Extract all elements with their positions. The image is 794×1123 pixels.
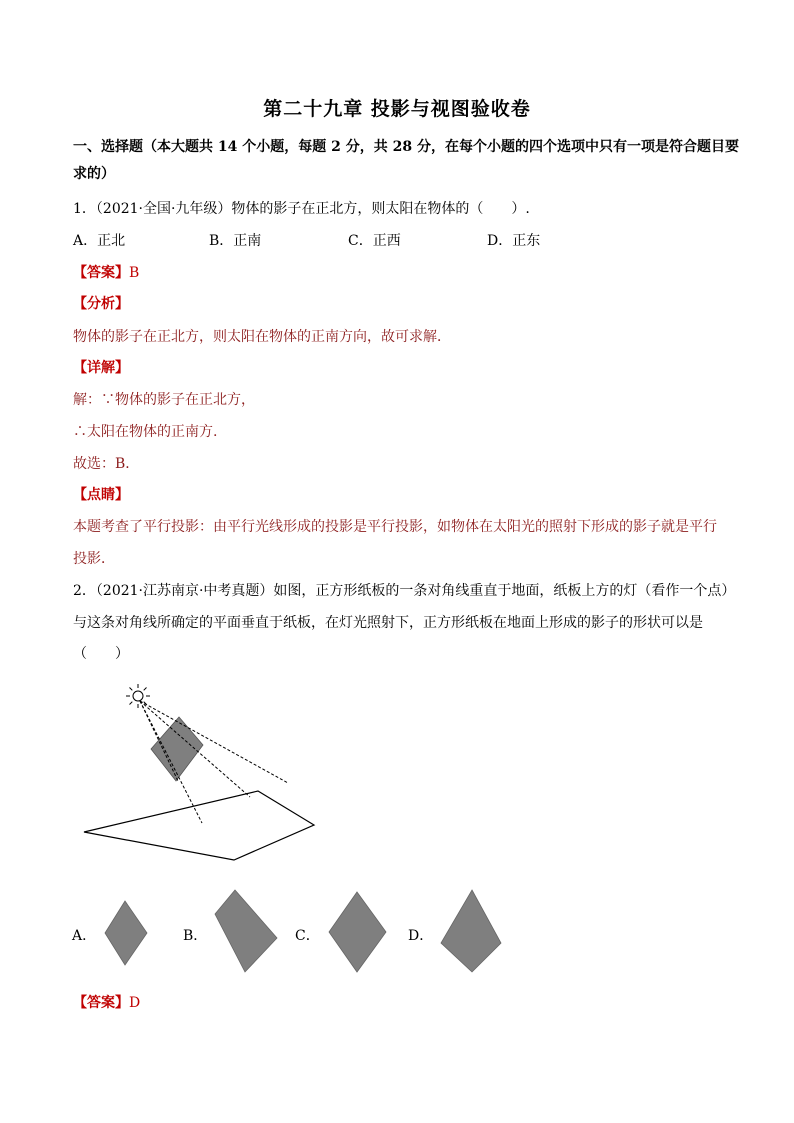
q2-option-d-shape bbox=[439, 888, 503, 974]
question-2-stem-3: （ ） bbox=[73, 646, 129, 662]
q2-option-a-shape bbox=[104, 899, 148, 967]
q1-detail-line-1: 解：∵物体的影子在正北方， bbox=[73, 392, 255, 408]
section-heading: 一、选择题（本大题共 14 个小题，每题 2 分，共 28 分，在每个小题的四个选项中只有一项是符合题目要 bbox=[73, 139, 739, 155]
q2-answer-value: D bbox=[129, 995, 141, 1011]
q2-option-d-label: D． bbox=[408, 928, 434, 944]
q1-detail-line-2: ∴太阳在物体的正南方. bbox=[73, 424, 218, 440]
q1-answer-label: 【答案】 bbox=[73, 265, 129, 281]
question-2-stem-2: 与这条对角线所确定的平面垂直于纸板，在灯光照射下，正方形纸板在地面上形成的影子的形状可以是 bbox=[73, 615, 703, 631]
q1-option-b: B．正南 bbox=[209, 233, 262, 249]
q1-option-d: D．正东 bbox=[487, 233, 541, 249]
q1-comment-label: 【点睛】 bbox=[73, 487, 129, 503]
q2-answer bbox=[73, 992, 140, 1012]
q2-option-c-shape bbox=[328, 890, 388, 974]
q1-option-a: A．正北 bbox=[73, 233, 126, 249]
q1-answer-value: B bbox=[129, 265, 140, 281]
q2-answer-label: 【答案】 bbox=[73, 995, 129, 1011]
question-2-stem-1: 2．（2021·江苏南京·中考真题）如图，正方形纸板的一条对角线重直于地面，纸板上方的灯（看作一个点） bbox=[73, 583, 736, 599]
q1-comment-line-2: 投影． bbox=[73, 551, 115, 567]
page-title: 第二十九章 投影与视图验收卷 bbox=[263, 98, 531, 120]
q1-detail-label: 【详解】 bbox=[73, 360, 129, 376]
q1-detail-line-3: 故选：B． bbox=[73, 456, 140, 472]
q1-answer bbox=[73, 262, 139, 282]
q1-analysis-label: 【分析】 bbox=[73, 296, 129, 312]
lamp-projection-figure bbox=[80, 680, 320, 865]
section-heading-cont: 求的） bbox=[73, 166, 115, 182]
question-1-stem: 1．（2021·全国·九年级）物体的影子在正北方，则太阳在物体的（ ）. bbox=[73, 201, 530, 217]
q2-option-b-shape bbox=[213, 888, 279, 974]
q1-analysis-text: 物体的影子在正北方，则太阳在物体的正南方向，故可求解． bbox=[73, 329, 451, 345]
q2-option-c-label: C． bbox=[295, 928, 320, 944]
q2-option-a-label: A． bbox=[72, 928, 97, 944]
ground-plane bbox=[84, 791, 314, 860]
q1-option-c: C．正西 bbox=[348, 233, 401, 249]
square-board bbox=[151, 717, 203, 781]
q1-comment-line-1: 本题考查了平行投影：由平行光线形成的投影是平行投影，如物体在太阳光的照射下形成的影子就是平行 bbox=[73, 519, 717, 535]
q2-option-b-label: B． bbox=[183, 928, 208, 944]
